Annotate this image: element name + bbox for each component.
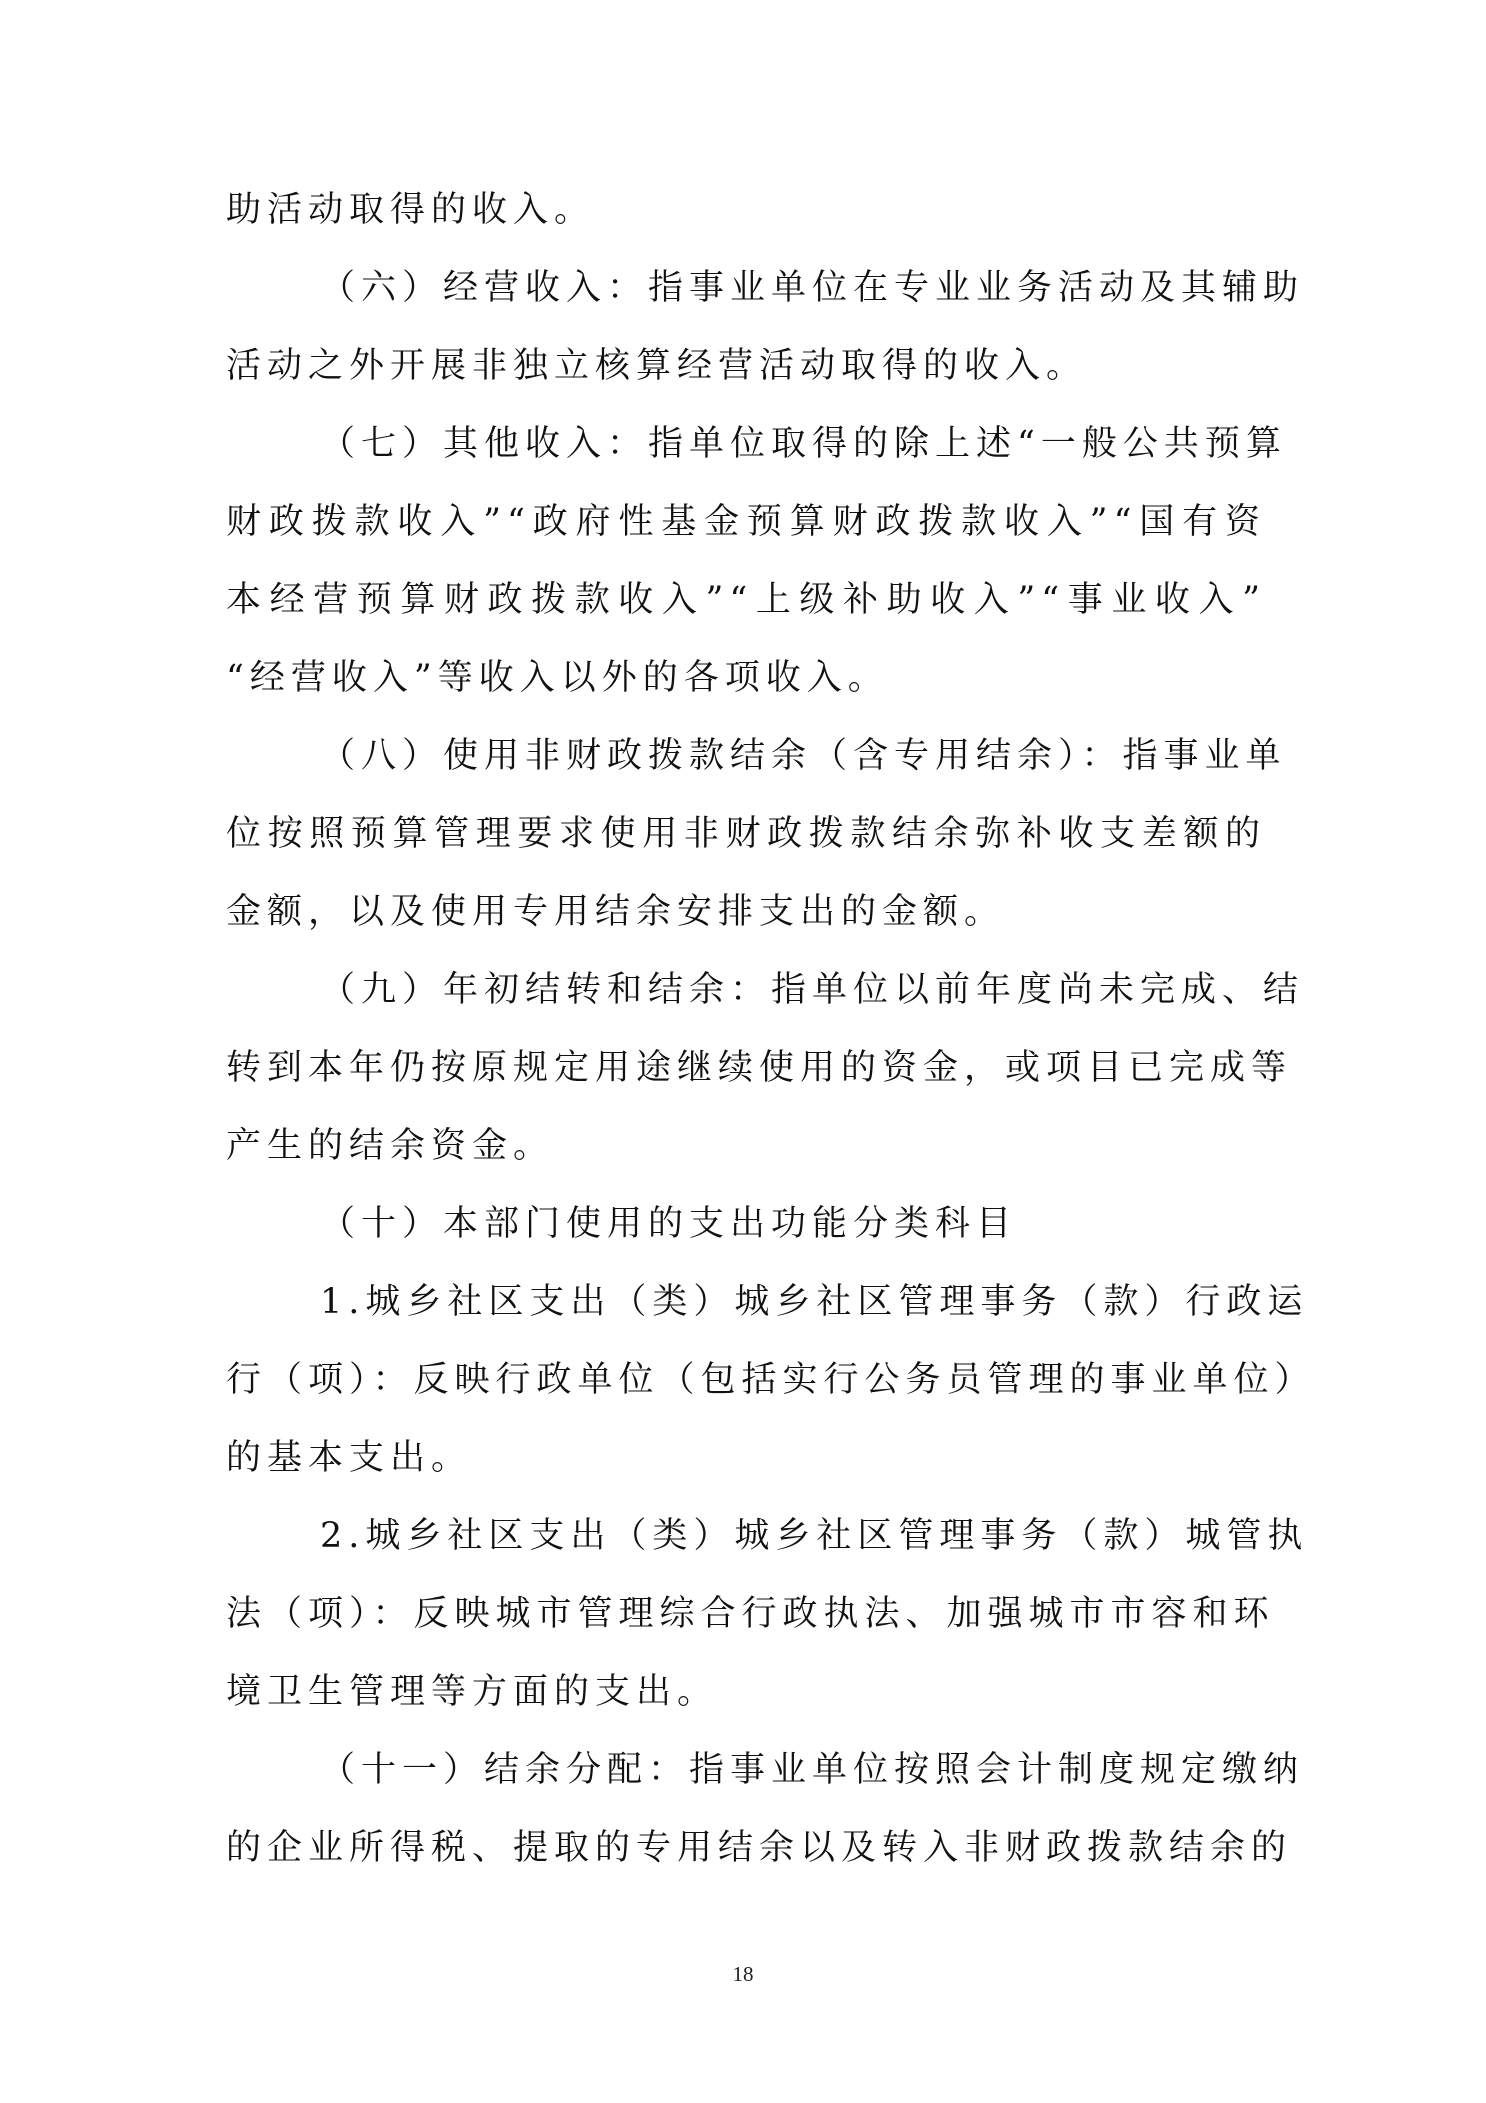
text-line: 位按照预算管理要求使用非财政拨款结余弥补收支差额的	[226, 814, 1266, 854]
text-line: 活动之外开展非独立核算经营活动取得的收入。	[226, 346, 1088, 386]
text-line: 财政拨款收入”“政府性基金预算财政拨款收入”“国有资	[226, 502, 1266, 542]
text-line-paragraph-10: （十）本部门使用的支出功能分类科目	[320, 1204, 1018, 1244]
text-line-item-1: 1.城乡社区支出（类）城乡社区管理事务（款）行政运	[320, 1282, 1309, 1322]
text-line: 行（项）：反映行政单位（包括实行公务员管理的事业单位）	[226, 1360, 1316, 1400]
text-line-paragraph-9: （九）年初结转和结余：指单位以前年度尚未完成、结	[320, 970, 1305, 1010]
text-line: 的企业所得税、提取的专用结余以及转入非财政拨款结余的	[226, 1828, 1293, 1868]
text-line: 的基本支出。	[226, 1438, 473, 1478]
text-line: 本经营预算财政拨款收入”“上级补助收入”“事业收入”	[226, 580, 1266, 620]
text-line: 产生的结余资金。	[226, 1126, 555, 1166]
text-line: “经营收入”等收入以外的各项收入。	[226, 658, 889, 698]
text-line-paragraph-11: （十一）结余分配：指事业单位按照会计制度规定缴纳	[320, 1750, 1305, 1790]
text-line: 助活动取得的收入。	[226, 190, 596, 230]
text-line: 金额，以及使用专用结余安排支出的金额。	[226, 892, 1006, 932]
text-line: 转到本年仍按原规定用途继续使用的资金，或项目已完成等	[226, 1048, 1293, 1088]
text-line-paragraph-8: （八）使用非财政拨款结余（含专用结余）：指事业单	[320, 736, 1287, 776]
text-line: 法（项）：反映城市管理综合行政执法、加强城市市容和环	[226, 1594, 1275, 1634]
page-number: 18	[732, 1962, 754, 1986]
text-line-item-2: 2.城乡社区支出（类）城乡社区管理事务（款）城管执	[320, 1516, 1309, 1556]
text-line-paragraph-7: （七）其他收入：指单位取得的除上述“一般公共预算	[320, 424, 1287, 464]
text-line: 境卫生管理等方面的支出。	[226, 1672, 719, 1712]
text-line-paragraph-6: （六）经营收入：指事业单位在专业业务活动及其辅助	[320, 268, 1305, 308]
